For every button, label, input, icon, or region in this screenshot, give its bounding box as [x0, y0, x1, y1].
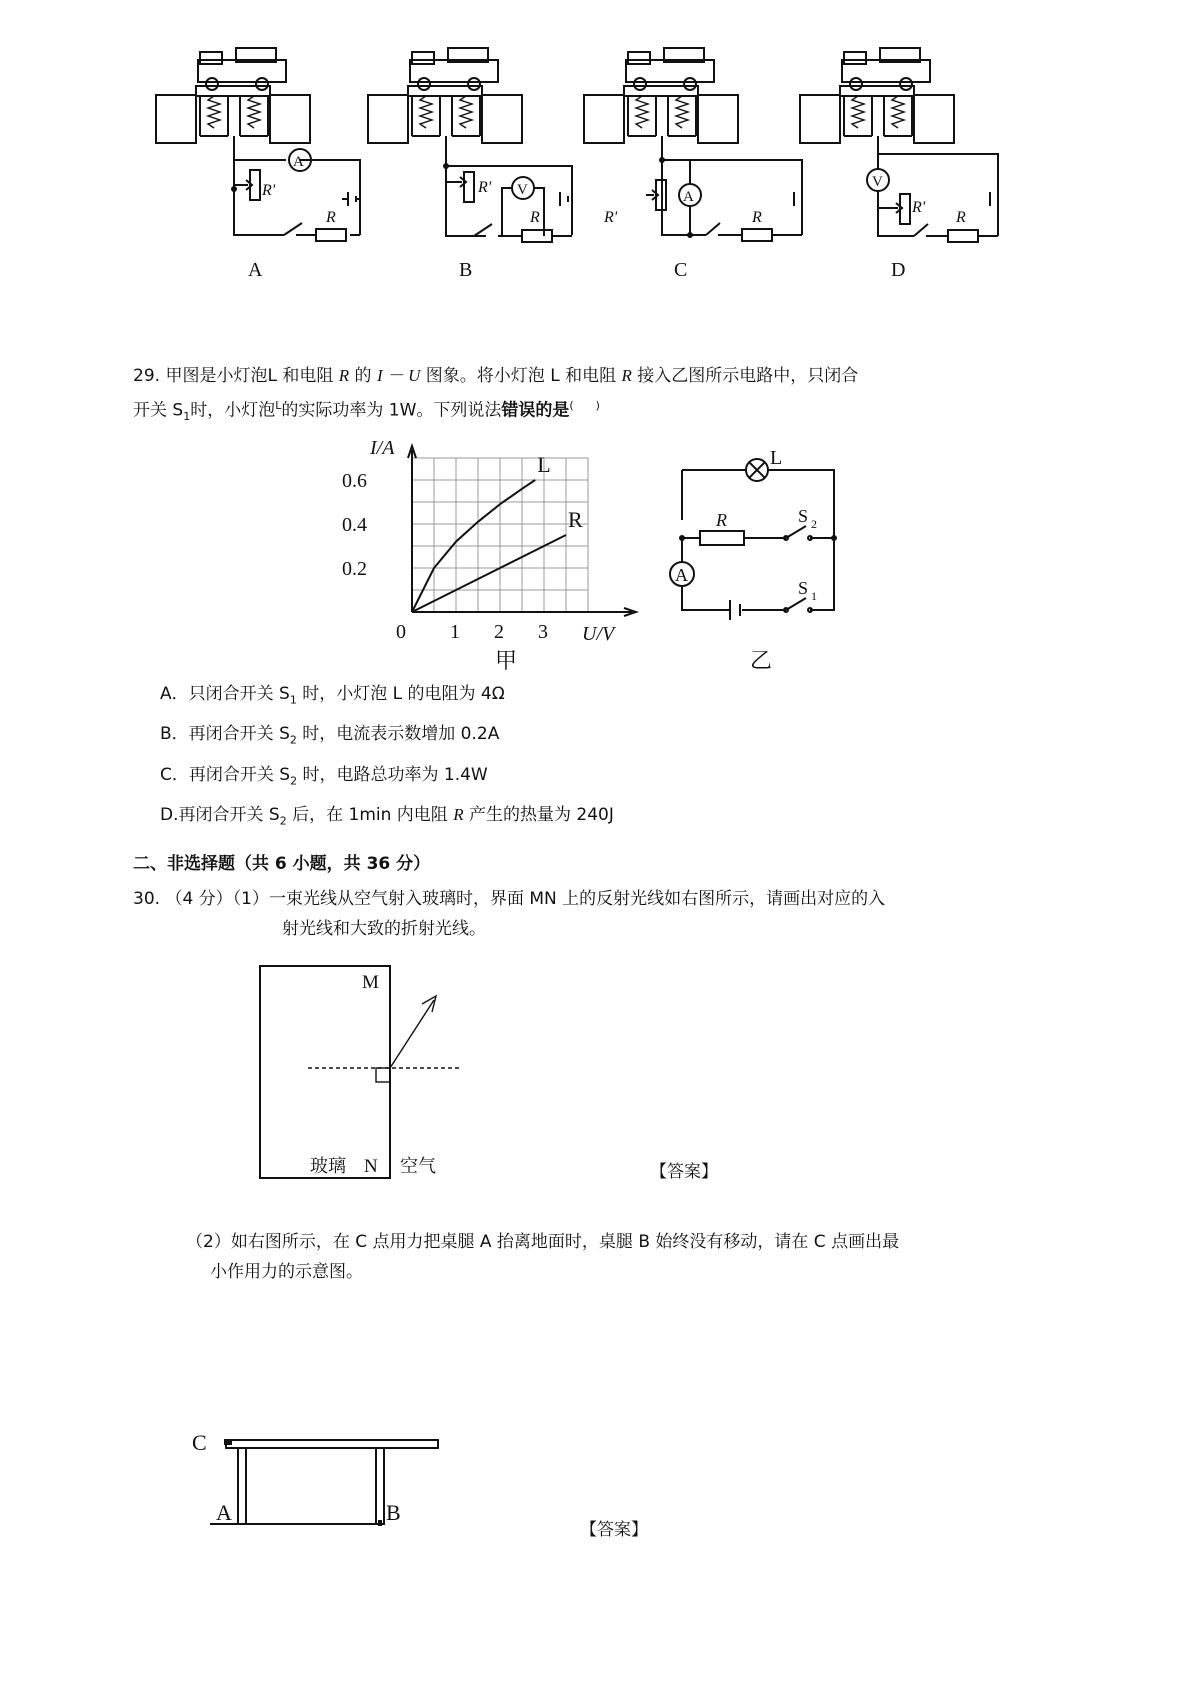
switch2-label: S [798, 506, 809, 526]
iu-graph [340, 437, 640, 673]
q29-line1: 29. 甲图是小灯泡L 和电阻 R 的 I － U 图象。将小灯泡 L 和电阻 R 接入乙图所示电路中，只闭合 [133, 366, 859, 386]
y-tick-label: 0.6 [342, 470, 367, 492]
label-air: 空气 [400, 1156, 436, 1176]
y-axis-label: I/A [370, 437, 395, 459]
fixed-resistor-label: R [326, 209, 336, 226]
svg-text:1: 1 [811, 589, 817, 603]
top-circuit-figures [0, 0, 1200, 290]
resistor-label: R [716, 510, 727, 530]
series-label-L: L [537, 452, 551, 477]
series-label-R: R [568, 507, 583, 532]
figure-label-b: B [459, 259, 473, 281]
y-tick-label: 0.4 [342, 514, 367, 536]
origin-label: 0 [396, 621, 406, 643]
svg-text:A: A [683, 189, 694, 205]
q30-part1-line1: 30. （4 分）（1）一束光线从空气射入玻璃时，界面 MN 上的反射光线如右图所示，请画出对应的入 [133, 889, 886, 909]
section2-title: 二、非选择题（共 6 小题，共 36 分） [133, 854, 431, 874]
light-refraction-figure [250, 960, 470, 1180]
q29-option-d: D.再闭合开关 $S_2$ 后，在 1min 内电阻 R 产生的热量为 240J [160, 805, 614, 828]
svg-text:R': R' [604, 209, 618, 226]
svg-text:R: R [956, 209, 966, 226]
svg-text:R: R [752, 209, 762, 226]
q29-option-a: A．只闭合开关 $S_1$ 时，小灯泡 L 的电阻为 4Ω [160, 684, 505, 707]
graph-series [412, 452, 583, 612]
svg-text:R': R' [478, 179, 492, 196]
q29-option-b: B．再闭合开关 $S_2$ 时，电流表示数增加 0.2A [160, 724, 500, 747]
table-figure [190, 1420, 450, 1530]
svg-text:R': R' [912, 199, 926, 216]
figure-label-c: C [674, 259, 688, 281]
figure-b [368, 48, 572, 281]
x-tick-label: 2 [494, 621, 504, 643]
y-tick-label: 0.2 [342, 558, 367, 580]
series-line-R [412, 535, 566, 612]
label-b: B [386, 1500, 401, 1525]
circuit-yi [660, 440, 860, 673]
x-tick-label: 3 [538, 621, 548, 643]
x-tick-label: 1 [450, 621, 460, 643]
q30-part2-line2: 小作用力的示意图。 [210, 1262, 363, 1282]
x-axis-label: U/V [582, 623, 615, 645]
graph-grid [412, 458, 588, 612]
answer-1: 【答案】 [650, 1162, 718, 1182]
label-m: M [362, 972, 379, 993]
figure-label-a: A [248, 259, 263, 281]
switch1-label: S [798, 578, 809, 598]
q29-line2: 开关 $S_1$时，小灯泡$^L$的实际功率为 1W。下列说法错误的是( ) [133, 399, 600, 424]
svg-text:2: 2 [811, 517, 817, 531]
label-glass: 玻璃 [310, 1156, 346, 1176]
label-c: C [192, 1430, 207, 1455]
figure-a [156, 48, 360, 281]
label-a: A [216, 1500, 232, 1525]
graph-ticks [342, 470, 548, 643]
circuit-caption: 乙 [750, 648, 773, 673]
figure-d [800, 48, 998, 281]
label-n: N [364, 1156, 378, 1177]
svg-text:R: R [530, 209, 540, 226]
voltmeter-label: V [517, 182, 528, 198]
var-resistor-label: R' [262, 182, 276, 199]
lamp-label: L [770, 447, 783, 469]
figure-label-d: D [891, 259, 906, 281]
q30-part1-line2: 射光线和大致的折射光线。 [282, 919, 486, 939]
ammeter-label: A [675, 565, 688, 585]
answer-2: 【答案】 [580, 1520, 648, 1540]
x-axis [412, 608, 636, 616]
q29-option-c: C．再闭合开关 $S_2$ 时，电路总功率为 1.4W [160, 765, 488, 788]
y-axis [408, 446, 416, 612]
svg-text:V: V [872, 174, 883, 190]
graph-caption: 甲 [495, 648, 518, 673]
figure-c [584, 48, 802, 281]
ammeter-label: A [293, 154, 304, 170]
q30-part2-line1: （2）如右图所示，在 C 点用力把桌腿 A 抬离地面时，桌腿 B 始终没有移动，请在 C 点画出最 [186, 1232, 900, 1252]
